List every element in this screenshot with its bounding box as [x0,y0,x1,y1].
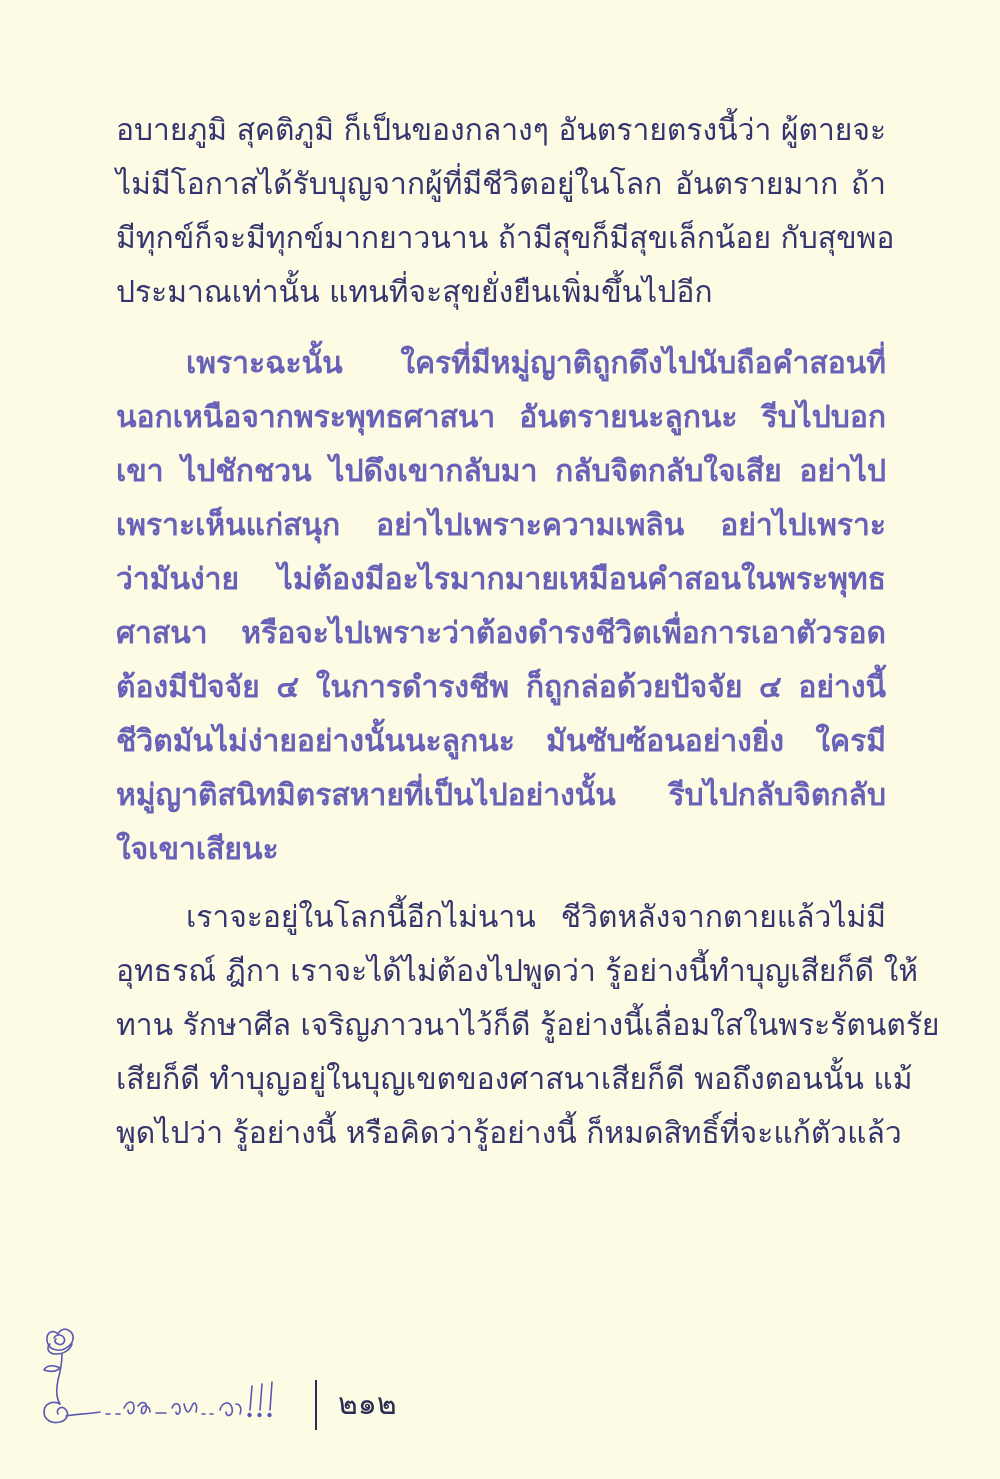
paragraph-line: ประมาณเท่านั้น แทนที่จะสุขยั่งยืนเพิ่มขึ้นไปอีก [116,275,713,310]
paragraph-1 [116,104,895,320]
paragraph-line: ไม่มีโอกาสได้รับบุญจากผู้ที่มีชีวิตอยู่ในโลก อันตรายมาก ถ้า [116,167,886,202]
paragraph-line: เสียก็ดี ทำบุญอยู่ในบุญเขตของศาสนาเสียก็ดี พอถึงตอนนั้น แม้ [116,1062,913,1097]
paragraph-line: เพราะเห็นแก่สนุก อย่าไปเพราะความเพลิน อย่าไปเพราะ [116,508,886,543]
page-footer [0,1320,1000,1440]
paragraph-line: เขา ไปชักชวน ไปดึงเขากลับมา กลับจิตกลับใจเสีย อย่าไป [116,454,886,489]
paragraph-line: เพราะฉะนั้น ใครที่มีหมู่ญาติถูกดึงไปนับถือคำสอนที่ [186,346,886,381]
footer-divider [315,1380,317,1430]
rose-signature-logo [36,1320,296,1436]
paragraph-line: ใจเขาเสียนะ [116,832,279,867]
paragraph-line: ต้องมีปัจจัย ๔ ในการดำรงชีพ ก็ถูกล่อด้วยปัจจัย ๔ อย่างนี้ [116,670,886,705]
paragraph-line: อุทธรณ์ ฎีกา เราจะได้ไม่ต้องไปพูดว่า รู้อย่างนี้ทำบุญเสียก็ดี ให้ [116,954,919,989]
paragraph-line: ศาสนา หรือจะไปเพราะว่าต้องดำรงชีวิตเพื่อการเอาตัวรอด [116,616,886,651]
paragraph-line: ชีวิตมันไม่ง่ายอย่างนั้นนะลูกนะ มันซับซ้อนอย่างยิ่ง ใครมี [116,724,886,759]
paragraph-line: มีทุกข์ก็จะมีทุกข์มากยาวนาน ถ้ามีสุขก็มีสุขเล็กน้อย กับสุขพอ [116,221,895,256]
paragraph-line: ทาน รักษาศีล เจริญภาวนาไว้ก็ดี รู้อย่างนี้เลื่อมใสในพระรัตนตรัย [116,1008,940,1043]
paragraph-line: ว่ามันง่าย ไม่ต้องมีอะไรมากมายเหมือนคำสอนในพระพุทธ [116,562,886,597]
paragraph-line: นอกเหนือจากพระพุทธศาสนา อันตรายนะลูกนะ รีบไปบอก [116,400,886,435]
paragraph-line: หมู่ญาติสนิทมิตรสหายที่เป็นไปอย่างนั้น รีบไปกลับจิตกลับ [116,778,886,813]
paragraph-3 [116,891,940,1161]
page-number: ๒๑๒ [338,1387,397,1422]
paragraph-line: อบายภูมิ สุคติภูมิ ก็เป็นของกลางๆ อันตรายตรงนี้ว่า ผู้ตายจะ [116,113,887,148]
paragraph-line: เราจะอยู่ในโลกนี้อีกไม่นาน ชีวิตหลังจากตายแล้วไม่มี [186,900,886,935]
paragraph-2-highlighted [116,337,886,877]
paragraph-line: พูดไปว่า รู้อย่างนี้ หรือคิดว่ารู้อย่างนี้ ก็หมดสิทธิ์ที่จะแก้ตัวแล้ว [116,1116,902,1151]
